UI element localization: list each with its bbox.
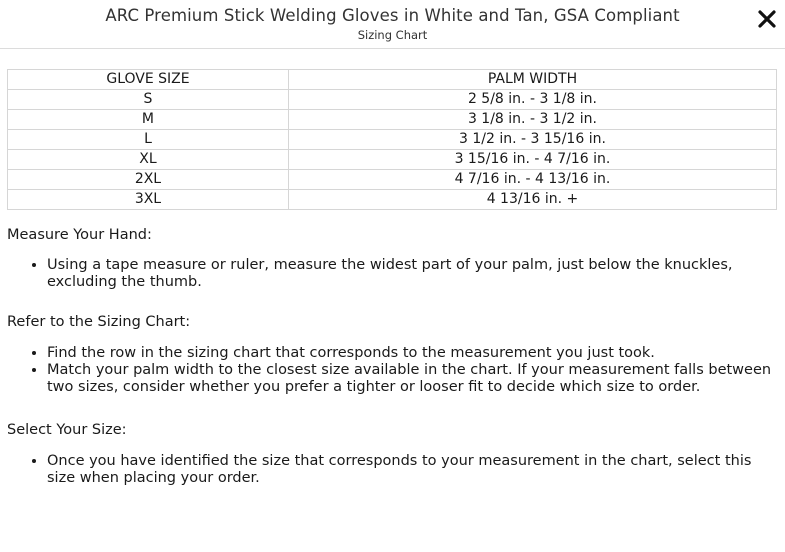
list-item: • Match your palm width to the closest size available in the chart. If your measurement falls between two sizes, consider whether you prefer a tighter or looser fit to decide which size to order. — [47, 362, 777, 396]
modal-title: ARC Premium Stick Welding Gloves in White and Tan, GSA Compliant — [105, 6, 680, 25]
header-glove-size: GLOVE SIZE — [8, 70, 289, 90]
size-cell: 3XL — [8, 190, 289, 210]
header-divider — [0, 48, 785, 49]
section-heading-select: Select Your Size: — [7, 422, 127, 438]
list-item: • Using a tape measure or ruler, measure the widest part of your palm, just below the knuckles, excluding the thumb. — [47, 257, 777, 291]
palm-width-cell: 3 1/8 in. - 3 1/2 in. — [288, 110, 776, 130]
palm-width-cell: 3 1/2 in. - 3 15/16 in. — [288, 130, 776, 150]
palm-width-cell: 4 13/16 in. + — [288, 190, 776, 210]
close-button[interactable] — [756, 8, 778, 30]
table-row — [8, 190, 777, 210]
size-cell: L — [8, 130, 289, 150]
header-palm-width: PALM WIDTH — [288, 70, 776, 90]
refer-instructions — [7, 345, 777, 396]
sizing-table — [7, 69, 777, 210]
table-header-row — [8, 70, 777, 90]
size-cell: 2XL — [8, 170, 289, 190]
table-row — [8, 150, 777, 170]
section-heading-measure: Measure Your Hand: — [7, 227, 152, 243]
table-row — [8, 130, 777, 150]
section-heading-refer: Refer to the Sizing Chart: — [7, 314, 191, 330]
palm-width-cell: 2 5/8 in. - 3 1/8 in. — [288, 90, 776, 110]
modal-body — [7, 69, 777, 487]
modal-subtitle: Sizing Chart — [357, 28, 428, 42]
size-cell: XL — [8, 150, 289, 170]
size-cell: S — [8, 90, 289, 110]
palm-width-cell: 4 7/16 in. - 4 13/16 in. — [288, 170, 776, 190]
table-row — [8, 90, 777, 110]
size-cell: M — [8, 110, 289, 130]
list-item: • Once you have identified the size that corresponds to your measurement in the chart, select this size when placing your order. — [47, 453, 777, 487]
measure-instructions — [7, 257, 777, 291]
select-instructions — [7, 453, 777, 487]
close-icon[interactable] — [756, 8, 778, 30]
list-item: • Find the row in the sizing chart that corresponds to the measurement you just took. — [47, 345, 777, 362]
modal-header — [0, 0, 785, 48]
table-row — [8, 170, 777, 190]
palm-width-cell: 3 15/16 in. - 4 7/16 in. — [288, 150, 776, 170]
table-row — [8, 110, 777, 130]
